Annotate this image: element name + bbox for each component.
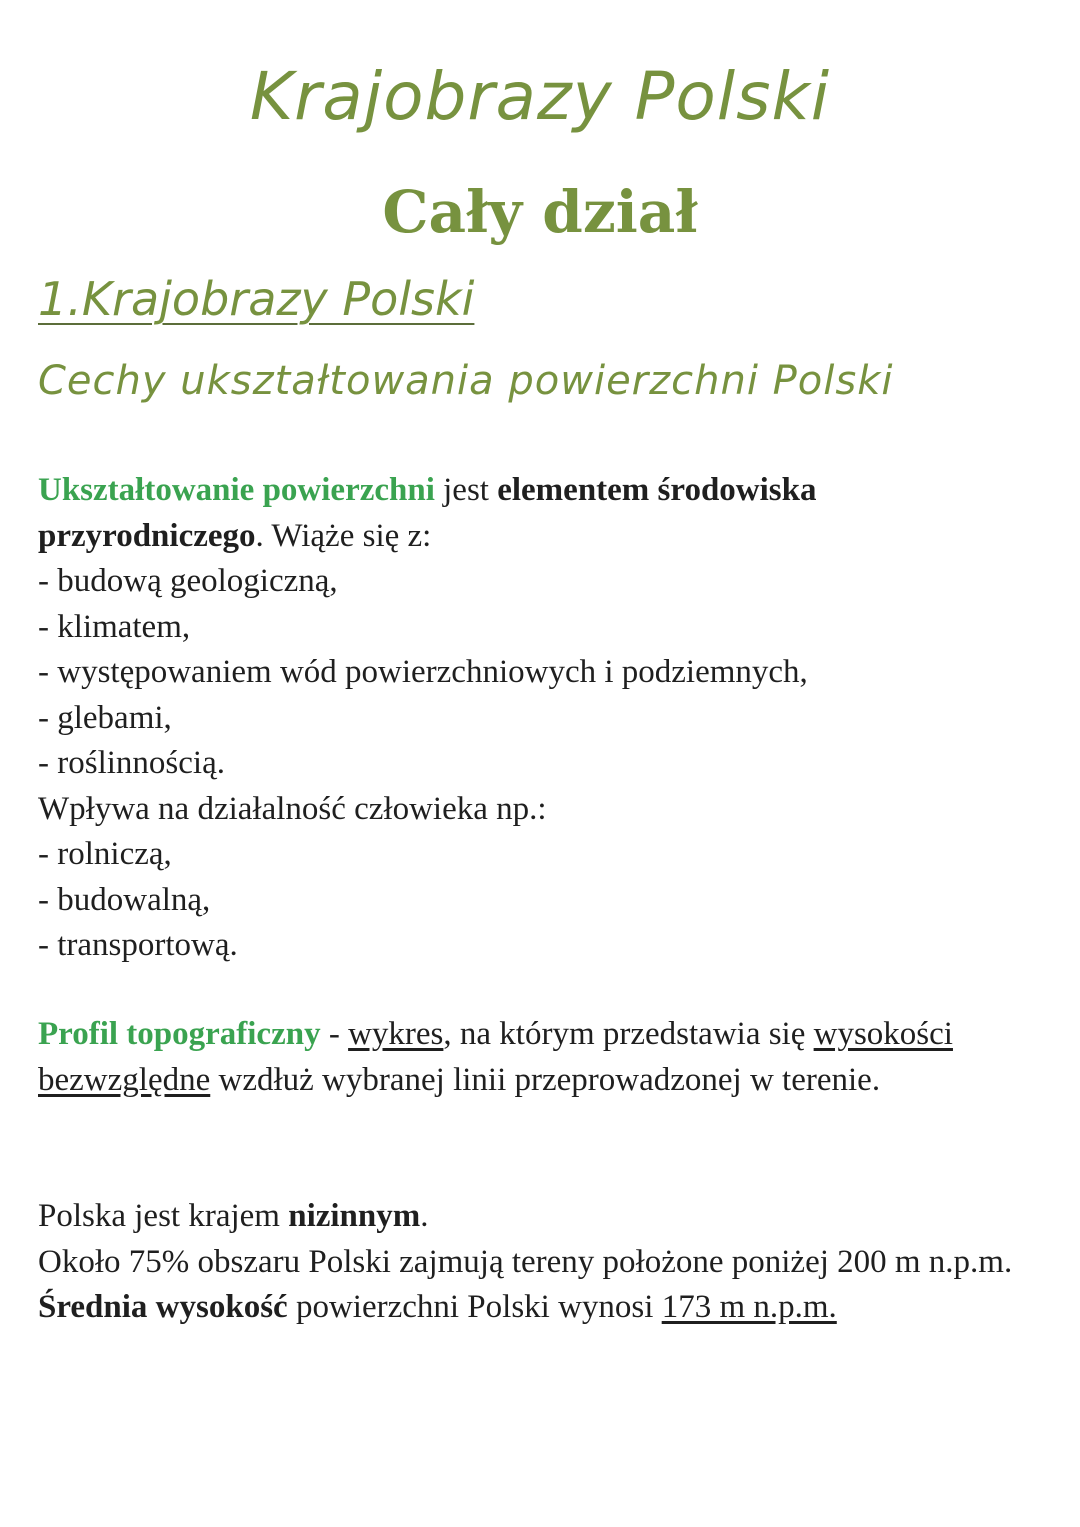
surface-definition-block — [38, 468, 1048, 969]
average-height-value: 173 m n.p.m. — [661, 1289, 837, 1325]
underlined-wykres: wykres — [348, 1016, 444, 1052]
definition-after: . Wiąże się z: — [255, 517, 432, 554]
list-item: - występowaniem wód powierzchniowych i podziemnych, — [38, 654, 808, 690]
profile-paragraph — [38, 1012, 1048, 1103]
lowland-line — [38, 1194, 1048, 1240]
percent-line: Około 75% obszaru Polski zajmują tereny położone poniżej 200 m n.p.m. — [38, 1243, 1013, 1280]
average-height-bold: Średnia wysokość — [38, 1289, 288, 1325]
dash-text: - — [320, 1016, 349, 1052]
section-heading: 1.Krajobrazy Polski — [38, 272, 475, 326]
list-item: - transportową. — [38, 927, 238, 963]
lowland-text: Polska jest krajem — [38, 1198, 289, 1234]
definition-bold: elementem środowiska przyrodniczego — [38, 472, 817, 554]
page-title: Krajobrazy Polski — [249, 58, 831, 135]
list-item: - glebami, — [38, 699, 172, 736]
list-item: - budowalną, — [38, 881, 211, 918]
average-height-text: powierzchni Polski wynosi — [287, 1289, 662, 1325]
definition-paragraph — [38, 468, 1048, 559]
profile-text-1: , na którym przedstawia się — [443, 1016, 814, 1052]
page-subtitle: Cały dział — [382, 178, 698, 246]
lowland-bold: nizinnym — [288, 1198, 421, 1234]
profile-definition-block — [38, 1012, 1048, 1103]
list-item: - klimatem, — [38, 608, 191, 645]
profile-text-2: wzdłuż wybranej linii przeprowadzonej w terenie. — [210, 1061, 881, 1098]
list-item: - roślinnością. — [38, 745, 225, 781]
underlined-wysokosci: wysokości bezwzględne — [38, 1016, 953, 1098]
section-subheading: Cechy ukształtowania powierzchni Polski — [38, 358, 894, 404]
elevation-facts-block — [38, 1194, 1048, 1331]
list-item: - rolniczą, — [38, 836, 172, 872]
term-profil: Profil topograficzny — [38, 1016, 321, 1052]
list-item: - budową geologiczną, — [38, 563, 338, 599]
influence-line: Wpływa na działalność człowieka np.: — [38, 790, 547, 827]
connector-text: jest — [434, 472, 498, 508]
term-uksztaltowanie: Ukształtowanie powierzchni — [38, 472, 435, 508]
lowland-end: . — [420, 1198, 429, 1234]
average-height-line — [38, 1285, 1048, 1331]
